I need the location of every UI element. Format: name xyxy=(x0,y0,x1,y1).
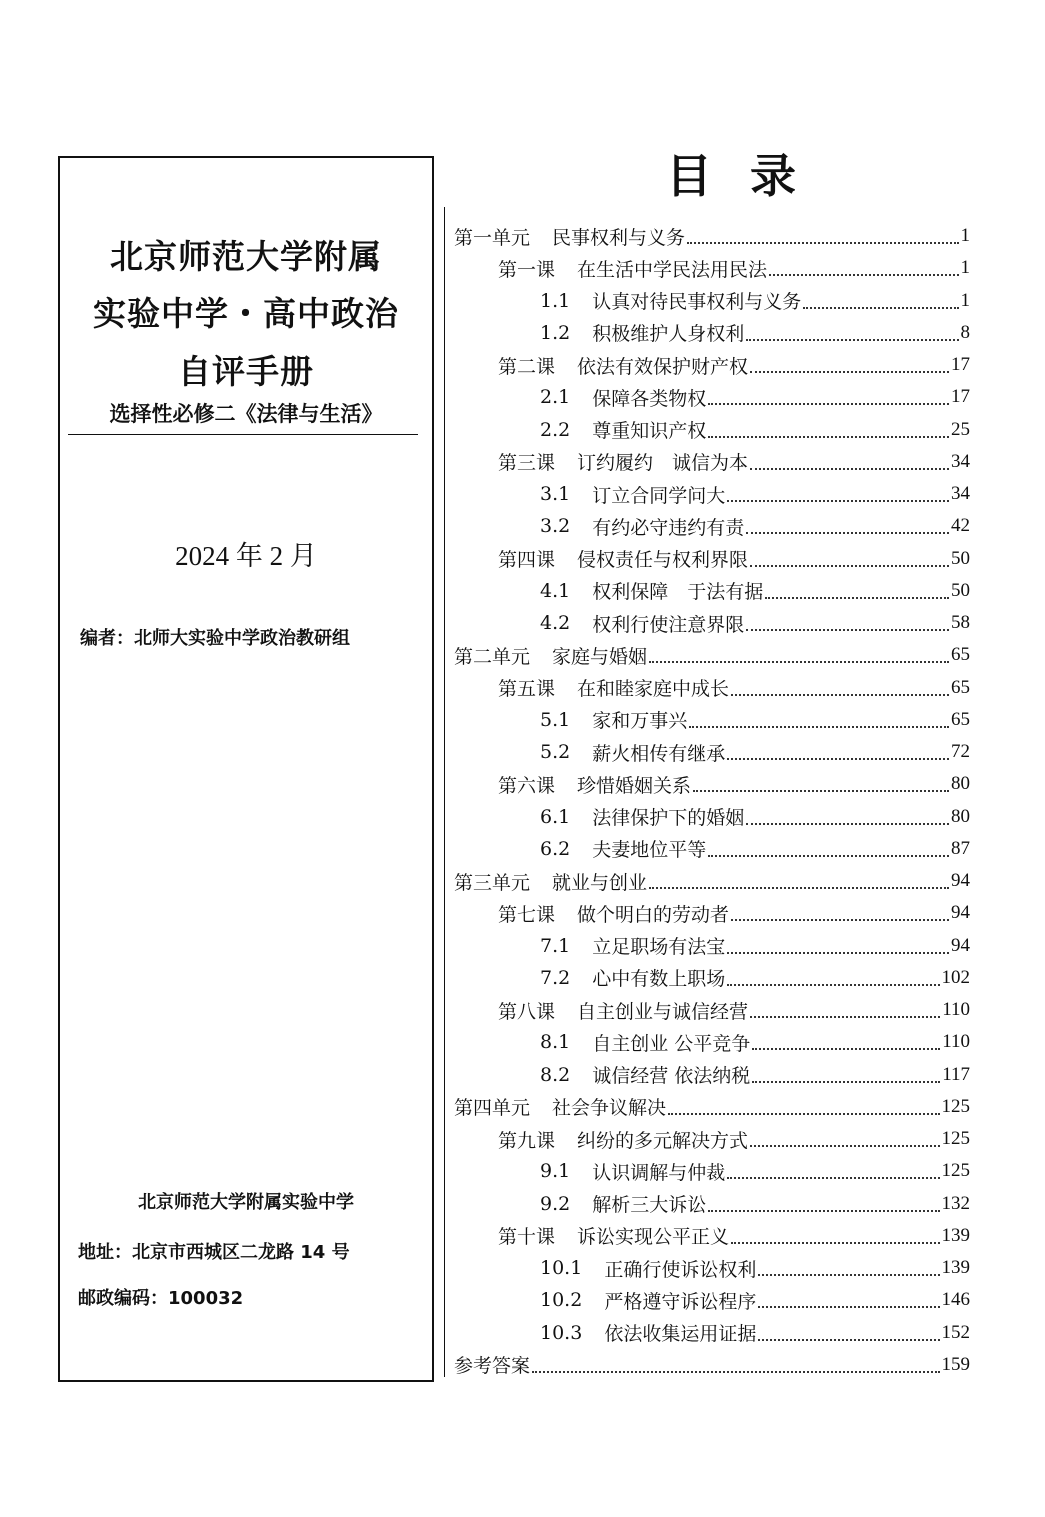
toc-dot-leader xyxy=(765,597,949,599)
toc-dot-leader xyxy=(727,984,939,986)
toc-entry xyxy=(450,1155,970,1187)
toc-entry-number: 第三课 xyxy=(498,452,556,475)
toc-dot-leader xyxy=(708,855,949,857)
toc-entry xyxy=(450,381,970,413)
toc-dot-leader xyxy=(649,887,949,889)
toc-entry-page: 125 xyxy=(941,1095,970,1117)
toc-dot-leader xyxy=(746,339,958,341)
toc-dot-leader xyxy=(727,952,949,954)
toc-entry-page: 1 xyxy=(960,225,970,247)
cover-editor: 编者：北师大实验中学政治教研组 xyxy=(80,628,350,649)
toc-entry xyxy=(450,1091,970,1123)
toc-entry-page: 34 xyxy=(951,483,970,505)
toc-entry-number: 10.2 xyxy=(540,1289,583,1312)
toc-entry-label: 珍惜婚姻关系 xyxy=(577,774,692,797)
toc-dot-leader xyxy=(532,1371,939,1373)
toc-entry-page: 94 xyxy=(951,902,970,924)
toc-entry xyxy=(450,1284,970,1316)
toc-entry xyxy=(450,639,970,671)
toc-entry-label: 在生活中学民法用民法 xyxy=(577,258,768,281)
toc-entry-label: 认真对待民事权利与义务 xyxy=(592,291,802,314)
toc-entry-page: 65 xyxy=(951,676,970,698)
toc-entry-number: 第十课 xyxy=(498,1226,556,1249)
toc-entry-label: 订约履约 诚信为本 xyxy=(577,452,749,475)
toc-entry xyxy=(450,1059,970,1091)
toc-entry-page: 1 xyxy=(960,257,970,279)
toc-entry-page: 139 xyxy=(941,1224,970,1246)
toc-entry xyxy=(450,349,970,381)
cover-title-line3: 自评手册 xyxy=(178,352,314,391)
toc-entry-label: 立足职场有法宝 xyxy=(592,936,726,959)
toc-entry xyxy=(450,994,970,1026)
toc-entry-label: 积极维护人身权利 xyxy=(592,323,745,346)
toc-dot-leader xyxy=(708,1210,939,1212)
toc-entry-label: 民事权利与义务 xyxy=(552,226,686,249)
toc-entry xyxy=(450,962,970,994)
toc-entry-label: 家庭与婚姻 xyxy=(552,645,648,668)
toc-entry-page: 17 xyxy=(951,386,970,408)
toc-entry-page: 17 xyxy=(951,354,970,376)
toc-entry xyxy=(450,510,970,542)
toc-entry-number: 第四单元 xyxy=(454,1097,531,1120)
toc-dot-leader xyxy=(758,1339,939,1341)
toc-entry-label: 权利保障 于法有据 xyxy=(592,581,764,604)
toc-dot-leader xyxy=(727,1177,939,1179)
toc-entry-label: 就业与创业 xyxy=(552,871,648,894)
toc-dot-leader xyxy=(727,758,949,760)
toc-entry xyxy=(450,801,970,833)
toc-entry-page: 50 xyxy=(951,547,970,569)
toc-entry xyxy=(450,1026,970,1058)
toc-entry-number: 第六课 xyxy=(498,774,556,797)
cover-title-line1: 北京师范大学附属 xyxy=(110,237,382,276)
toc-dot-leader xyxy=(746,629,949,631)
toc-entry-number: 7.1 xyxy=(540,934,571,957)
toc-entry-number: 6.2 xyxy=(540,837,571,860)
toc-entry-number: 8.1 xyxy=(540,1031,571,1054)
toc-dot-leader xyxy=(750,565,949,567)
toc-entry-number: 6.1 xyxy=(540,805,571,828)
toc-entry-number: 5.1 xyxy=(540,708,571,731)
toc-entry-page: 80 xyxy=(951,773,970,795)
toc-entry-number: 10.1 xyxy=(540,1257,583,1280)
toc-entry xyxy=(450,317,970,349)
toc-entry xyxy=(450,414,970,446)
toc-entry-number: 2.1 xyxy=(540,386,571,409)
toc-entry-label: 正确行使诉讼权利 xyxy=(604,1258,757,1281)
cover-divider xyxy=(68,434,418,435)
toc-entry-number: 第一课 xyxy=(498,258,556,281)
toc-entry xyxy=(450,446,970,478)
toc-dot-leader xyxy=(689,726,949,728)
cover-panel xyxy=(58,156,434,1382)
toc-dot-leader xyxy=(758,1274,939,1276)
toc-entry xyxy=(450,704,970,736)
toc-dot-leader xyxy=(752,1081,940,1083)
cover-school: 北京师范大学附属实验中学 xyxy=(138,1192,354,1213)
toc-entry-number: 3.1 xyxy=(540,483,571,506)
toc-dot-leader xyxy=(687,242,958,244)
toc-dot-leader xyxy=(668,1113,939,1115)
toc-entry xyxy=(450,930,970,962)
toc-entry xyxy=(450,285,970,317)
toc-entry xyxy=(450,672,970,704)
toc-dot-leader xyxy=(731,1242,939,1244)
toc-entry-label: 侵权责任与权利界限 xyxy=(577,549,749,572)
toc-entry-number: 第五课 xyxy=(498,678,556,701)
toc-entry-number: 4.2 xyxy=(540,612,571,635)
toc-entry-page: 152 xyxy=(941,1321,970,1343)
toc-entry-label: 权利行使注意界限 xyxy=(592,613,745,636)
toc-entry-label: 薪火相传有继承 xyxy=(592,742,726,765)
toc-entry-number: 第三单元 xyxy=(454,871,531,894)
toc-entry-page: 125 xyxy=(941,1160,970,1182)
toc-entry-label: 社会争议解决 xyxy=(552,1097,667,1120)
toc-dot-leader xyxy=(750,1016,940,1018)
toc-dot-leader xyxy=(708,403,949,405)
toc-entry-page: 94 xyxy=(951,870,970,892)
toc-dot-leader xyxy=(750,371,949,373)
toc-entry-label: 诚信经营 依法纳税 xyxy=(592,1065,751,1088)
toc-dot-leader xyxy=(731,694,949,696)
toc-entry-page: 25 xyxy=(951,418,970,440)
toc-entry-number: 10.3 xyxy=(540,1321,583,1344)
toc-entry xyxy=(450,736,970,768)
toc-entry-page: 34 xyxy=(951,450,970,472)
toc-entry-label: 订立合同学问大 xyxy=(592,484,726,507)
toc-entry-label: 心中有数上职场 xyxy=(592,968,726,991)
toc-entry-label: 自主创业与诚信经营 xyxy=(577,1000,749,1023)
toc-entry xyxy=(450,1252,970,1284)
toc-entry-label: 诉讼实现公平正义 xyxy=(577,1226,730,1249)
toc-entry-label: 尊重知识产权 xyxy=(592,420,707,443)
cover-postal-code: 邮政编码：100032 xyxy=(78,1288,244,1309)
toc-entry-page: 1 xyxy=(960,289,970,311)
toc-entry-page: 132 xyxy=(941,1192,970,1214)
toc-entry-number: 第七课 xyxy=(498,903,556,926)
toc-entry-page: 65 xyxy=(951,708,970,730)
toc-entry-number: 7.2 xyxy=(540,966,571,989)
toc-entry xyxy=(450,220,970,252)
toc-entry xyxy=(450,607,970,639)
toc-entry-page: 72 xyxy=(951,741,970,763)
toc-entry-page: 110 xyxy=(942,1031,970,1053)
toc-entry-number: 第二单元 xyxy=(454,645,531,668)
toc-dot-leader xyxy=(727,500,949,502)
toc-entry-page: 117 xyxy=(942,1063,970,1085)
toc-dot-leader xyxy=(769,274,958,276)
toc-entry xyxy=(450,575,970,607)
toc-entry-label: 保障各类物权 xyxy=(592,387,707,410)
toc-entry-label: 纠纷的多元解决方式 xyxy=(577,1129,749,1152)
toc-list xyxy=(450,220,970,1381)
toc-entry xyxy=(450,478,970,510)
toc-entry-label: 依法收集运用证据 xyxy=(604,1323,757,1346)
toc-dot-leader xyxy=(693,790,949,792)
toc-entry-page: 94 xyxy=(951,934,970,956)
toc-entry-number: 第二课 xyxy=(498,355,556,378)
toc-heading: 目录 xyxy=(666,149,834,203)
toc-entry xyxy=(450,1349,970,1381)
toc-entry-page: 65 xyxy=(951,644,970,666)
toc-entry-label: 认识调解与仲裁 xyxy=(592,1161,726,1184)
toc-entry-number: 3.2 xyxy=(540,515,571,538)
toc-entry-number: 第四课 xyxy=(498,549,556,572)
toc-dot-leader xyxy=(708,436,949,438)
toc-entry-number: 第九课 xyxy=(498,1129,556,1152)
toc-divider xyxy=(444,207,445,1377)
toc-dot-leader xyxy=(758,1306,939,1308)
toc-entry-page: 146 xyxy=(941,1289,970,1311)
toc-entry xyxy=(450,768,970,800)
toc-entry-number: 4.1 xyxy=(540,579,571,602)
toc-entry-label: 夫妻地位平等 xyxy=(592,839,707,862)
toc-entry-label: 严格遵守诉讼程序 xyxy=(604,1290,757,1313)
cover-address: 地址：北京市西城区二龙路 14 号 xyxy=(78,1242,350,1263)
toc-entry-page: 58 xyxy=(951,612,970,634)
toc-entry xyxy=(450,1188,970,1220)
toc-dot-leader xyxy=(649,661,949,663)
toc-entry-label: 法律保护下的婚姻 xyxy=(592,807,745,830)
toc-entry xyxy=(450,1220,970,1252)
toc-dot-leader xyxy=(746,823,949,825)
toc-entry-label: 家和万事兴 xyxy=(592,710,688,733)
toc-entry xyxy=(450,865,970,897)
toc-entry xyxy=(450,897,970,929)
cover-date: 2024 年 2 月 xyxy=(175,541,317,571)
toc-entry-page: 87 xyxy=(951,837,970,859)
toc-entry-number: 9.1 xyxy=(540,1160,571,1183)
toc-entry-number: 2.2 xyxy=(540,418,571,441)
toc-entry-number: 1.1 xyxy=(540,289,571,312)
toc-entry-page: 159 xyxy=(941,1353,970,1375)
toc-entry-page: 102 xyxy=(941,966,970,988)
toc-entry-page: 42 xyxy=(951,515,970,537)
toc-entry xyxy=(450,1123,970,1155)
toc-entry-page: 125 xyxy=(941,1128,970,1150)
toc-entry-number: 9.2 xyxy=(540,1192,571,1215)
toc-entry-label: 有约必守违约有责 xyxy=(592,516,745,539)
toc-entry-number: 第八课 xyxy=(498,1000,556,1023)
toc-entry-page: 110 xyxy=(942,999,970,1021)
toc-entry xyxy=(450,252,970,284)
toc-dot-leader xyxy=(750,468,949,470)
toc-dot-leader xyxy=(752,1048,940,1050)
toc-dot-leader xyxy=(731,919,949,921)
toc-entry-page: 139 xyxy=(941,1257,970,1279)
toc-entry-number: 1.2 xyxy=(540,321,571,344)
toc-entry-label: 解析三大诉讼 xyxy=(592,1194,707,1217)
toc-entry-number: 第一单元 xyxy=(454,226,531,249)
toc-entry xyxy=(450,543,970,575)
toc-entry-label: 依法有效保护财产权 xyxy=(577,355,749,378)
toc-entry xyxy=(450,833,970,865)
toc-dot-leader xyxy=(746,532,949,534)
toc-entry-page: 50 xyxy=(951,579,970,601)
toc-entry-number: 5.2 xyxy=(540,741,571,764)
cover-title-line2: 实验中学・高中政治 xyxy=(93,294,399,333)
toc-entry-label: 做个明白的劳动者 xyxy=(577,903,730,926)
toc-entry-page: 80 xyxy=(951,805,970,827)
toc-entry-label: 自主创业 公平竞争 xyxy=(592,1032,751,1055)
toc-dot-leader xyxy=(803,307,958,309)
toc-entry-label: 参考答案 xyxy=(454,1355,531,1378)
toc-dot-leader xyxy=(750,1145,939,1147)
toc-entry xyxy=(450,1317,970,1349)
toc-entry-number: 8.2 xyxy=(540,1063,571,1086)
cover-subtitle: 选择性必修二《法律与生活》 xyxy=(109,402,383,426)
toc-entry-label: 在和睦家庭中成长 xyxy=(577,678,730,701)
toc-entry-page: 8 xyxy=(960,321,970,343)
